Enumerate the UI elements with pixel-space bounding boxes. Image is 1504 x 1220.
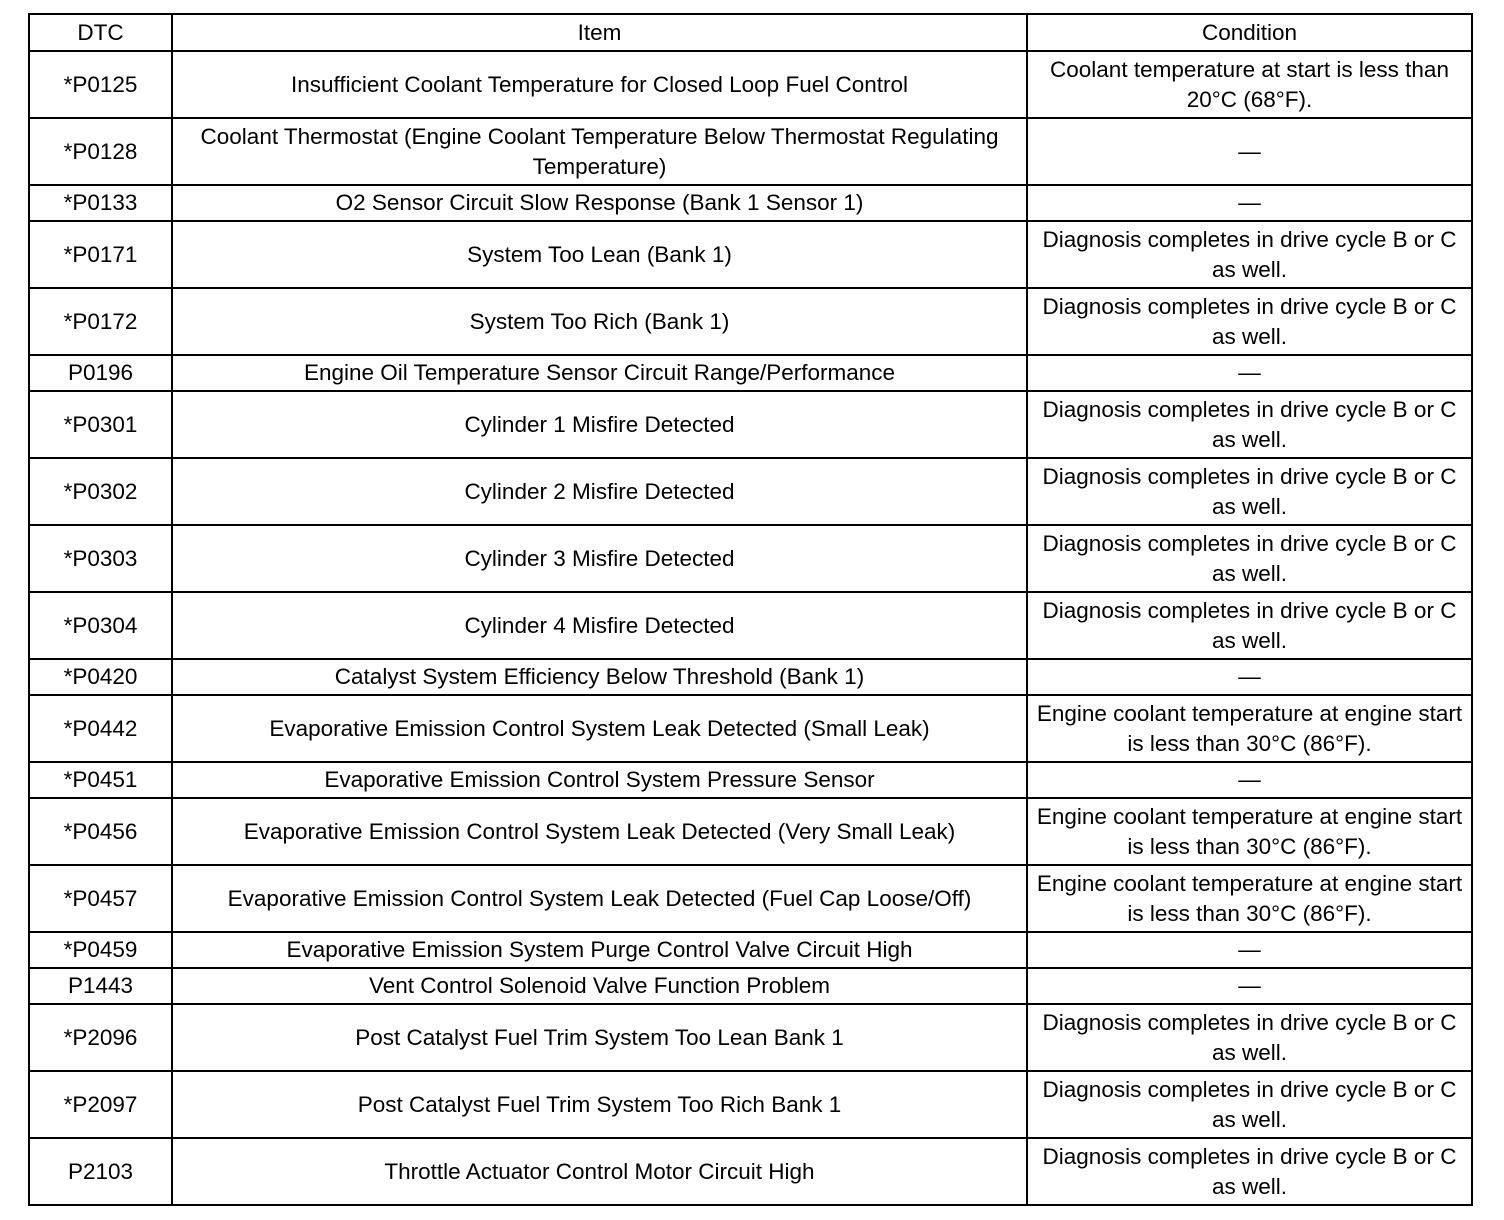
cell-condition: Diagnosis completes in drive cycle B or C as well.: [1027, 1071, 1472, 1138]
cell-dtc: *P0442: [29, 695, 172, 762]
cell-condition: Diagnosis completes in drive cycle B or C as well.: [1027, 1138, 1472, 1205]
cell-item: System Too Rich (Bank 1): [172, 288, 1027, 355]
table-row: [29, 288, 1472, 355]
cell-item: Post Catalyst Fuel Trim System Too Lean Bank 1: [172, 1004, 1027, 1071]
cell-item: System Too Lean (Bank 1): [172, 221, 1027, 288]
table-row: [29, 865, 1472, 932]
cell-dtc: *P0456: [29, 798, 172, 865]
cell-dtc: *P0457: [29, 865, 172, 932]
cell-dtc: *P0133: [29, 185, 172, 221]
cell-dtc: *P2097: [29, 1071, 172, 1138]
cell-condition: Engine coolant temperature at engine start is less than 30°C (86°F).: [1027, 798, 1472, 865]
cell-dtc: *P0459: [29, 932, 172, 968]
cell-condition: Diagnosis completes in drive cycle B or C as well.: [1027, 1004, 1472, 1071]
cell-condition: Diagnosis completes in drive cycle B or C as well.: [1027, 391, 1472, 458]
cell-condition: —: [1027, 118, 1472, 185]
cell-condition: —: [1027, 968, 1472, 1004]
cell-item: Evaporative Emission Control System Leak Detected (Very Small Leak): [172, 798, 1027, 865]
cell-condition: Diagnosis completes in drive cycle B or C as well.: [1027, 288, 1472, 355]
cell-condition: Diagnosis completes in drive cycle B or C as well.: [1027, 221, 1472, 288]
table-row: [29, 185, 1472, 221]
table-row: [29, 932, 1472, 968]
cell-dtc: *P0302: [29, 458, 172, 525]
table-row: [29, 798, 1472, 865]
cell-dtc: *P0303: [29, 525, 172, 592]
cell-dtc: P1443: [29, 968, 172, 1004]
table-row: [29, 221, 1472, 288]
cell-item: Catalyst System Efficiency Below Threshold (Bank 1): [172, 659, 1027, 695]
cell-item: Engine Oil Temperature Sensor Circuit Range/Performance: [172, 355, 1027, 391]
table-row: [29, 1138, 1472, 1205]
table-row: [29, 525, 1472, 592]
cell-condition: —: [1027, 659, 1472, 695]
cell-item: Evaporative Emission Control System Leak Detected (Fuel Cap Loose/Off): [172, 865, 1027, 932]
cell-dtc: *P2096: [29, 1004, 172, 1071]
cell-item: Throttle Actuator Control Motor Circuit High: [172, 1138, 1027, 1205]
table-row: [29, 695, 1472, 762]
cell-dtc: P2103: [29, 1138, 172, 1205]
cell-dtc: *P0171: [29, 221, 172, 288]
cell-item: Cylinder 1 Misfire Detected: [172, 391, 1027, 458]
cell-dtc: *P0420: [29, 659, 172, 695]
cell-condition: Diagnosis completes in drive cycle B or C as well.: [1027, 592, 1472, 659]
cell-condition: —: [1027, 932, 1472, 968]
table-row: [29, 355, 1472, 391]
cell-condition: Engine coolant temperature at engine start is less than 30°C (86°F).: [1027, 695, 1472, 762]
cell-item: Evaporative Emission Control System Pressure Sensor: [172, 762, 1027, 798]
table-row: [29, 118, 1472, 185]
cell-condition: Engine coolant temperature at engine start is less than 30°C (86°F).: [1027, 865, 1472, 932]
cell-condition: —: [1027, 355, 1472, 391]
cell-item: Coolant Thermostat (Engine Coolant Temperature Below Thermostat Regulating Temperature): [172, 118, 1027, 185]
cell-condition: Diagnosis completes in drive cycle B or C as well.: [1027, 458, 1472, 525]
table-row: [29, 1004, 1472, 1071]
cell-condition: —: [1027, 185, 1472, 221]
cell-dtc: *P0128: [29, 118, 172, 185]
cell-condition: Diagnosis completes in drive cycle B or C as well.: [1027, 525, 1472, 592]
cell-condition: —: [1027, 762, 1472, 798]
table-row: [29, 968, 1472, 1004]
cell-item: Cylinder 4 Misfire Detected: [172, 592, 1027, 659]
cell-item: Evaporative Emission System Purge Control Valve Circuit High: [172, 932, 1027, 968]
dtc-table: [28, 13, 1473, 1206]
cell-item: Insufficient Coolant Temperature for Closed Loop Fuel Control: [172, 51, 1027, 118]
cell-item: Vent Control Solenoid Valve Function Problem: [172, 968, 1027, 1004]
cell-item: Cylinder 3 Misfire Detected: [172, 525, 1027, 592]
cell-item: Cylinder 2 Misfire Detected: [172, 458, 1027, 525]
cell-item: Post Catalyst Fuel Trim System Too Rich Bank 1: [172, 1071, 1027, 1138]
cell-item: Evaporative Emission Control System Leak Detected (Small Leak): [172, 695, 1027, 762]
cell-dtc: *P0304: [29, 592, 172, 659]
cell-condition: Coolant temperature at start is less than 20°C (68°F).: [1027, 51, 1472, 118]
cell-dtc: P0196: [29, 355, 172, 391]
table-header-row: [29, 14, 1472, 51]
cell-dtc: *P0172: [29, 288, 172, 355]
cell-dtc: *P0301: [29, 391, 172, 458]
table-row: [29, 391, 1472, 458]
cell-dtc: *P0451: [29, 762, 172, 798]
table-row: [29, 1071, 1472, 1138]
header-item: Item: [172, 14, 1027, 51]
table-row: [29, 762, 1472, 798]
table-row: [29, 51, 1472, 118]
cell-item: O2 Sensor Circuit Slow Response (Bank 1 Sensor 1): [172, 185, 1027, 221]
table-row: [29, 659, 1472, 695]
table-row: [29, 458, 1472, 525]
header-condition: Condition: [1027, 14, 1472, 51]
table-row: [29, 592, 1472, 659]
header-dtc: DTC: [29, 14, 172, 51]
cell-dtc: *P0125: [29, 51, 172, 118]
